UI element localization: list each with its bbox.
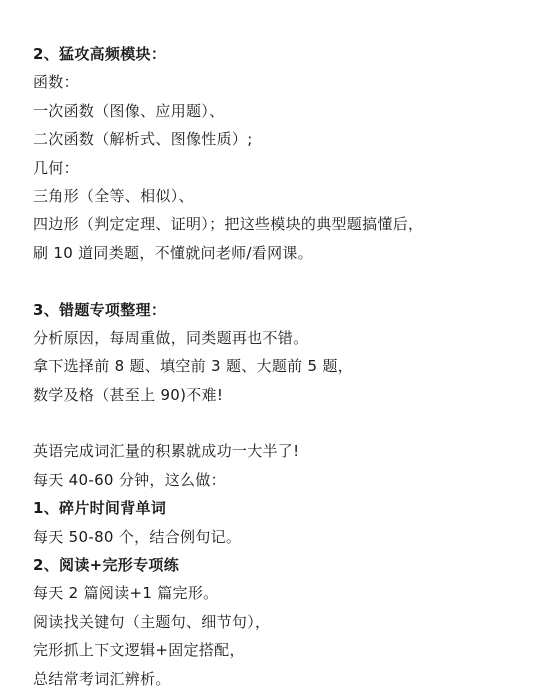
text-line: 总结常考词汇辨析。: [33, 669, 171, 688]
text-line: 数学及格（甚至上 90)不难!: [33, 385, 224, 404]
step-heading-vocabulary: 1、碎片时间背单词: [33, 499, 167, 518]
text-line: 每天 50-80 个，结合例句记。: [33, 527, 242, 546]
section-heading-high-frequency: 2、猛攻高频模块：: [33, 45, 167, 63]
text-line: 完形抓上下文逻辑+固定搭配，: [33, 641, 245, 660]
text-line: 三角形（全等、相似）、: [33, 186, 194, 205]
text-line: 函数：: [33, 73, 79, 92]
text-line: 每天 2 篇阅读+1 篇完形。: [33, 584, 219, 603]
step-heading-reading: 2、阅读+完形专项练: [33, 556, 180, 575]
text-line: 一次函数（图像、应用题）、: [33, 101, 225, 120]
text-line: 二次函数（解析式、图像性质）;: [33, 130, 253, 149]
text-line: 拿下选择前 8 题、填空前 3 题、大题前 5 题，: [33, 357, 354, 376]
document-body: [33, 40, 533, 693]
text-line: 刷 10 道同类题，不懂就问老师/看网课。: [33, 243, 313, 262]
text-line: 几何：: [33, 158, 79, 177]
text-line: 阅读找关键句（主题句、细节句），: [33, 612, 271, 631]
english-intro: 英语完成词汇量的积累就成功一大半了!: [33, 442, 300, 461]
section-heading-mistakes: 3、错题专项整理：: [33, 300, 167, 319]
english-daily-time: 每天 40-60 分钟，这么做：: [33, 470, 226, 489]
text-line: 分析原因，每周重做，同类题再也不错。: [33, 328, 309, 347]
paragraph-spacer: [33, 267, 533, 295]
text-line: 四边形（判定定理、证明）；把这些模块的典型题搞懂后，: [33, 215, 424, 234]
paragraph-spacer: [33, 409, 533, 437]
